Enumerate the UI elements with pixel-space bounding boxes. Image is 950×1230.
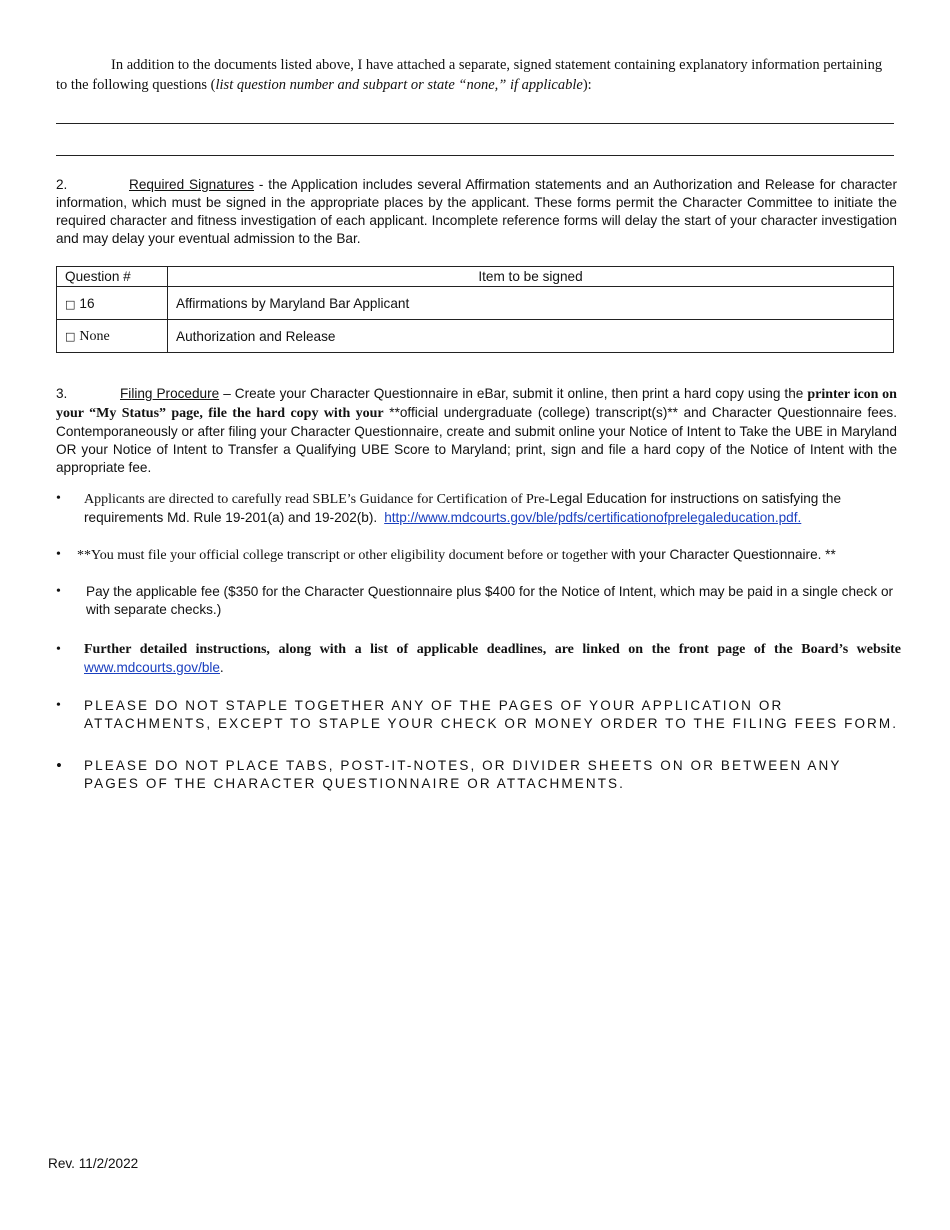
bullet-icon: • bbox=[56, 584, 61, 599]
section-heading: Filing Procedure bbox=[120, 386, 220, 401]
section-2-required-signatures bbox=[56, 176, 897, 248]
section-bold-text: printer icon on your “My Status” page, file the hard copy with your bbox=[56, 387, 897, 421]
item-cell: Affirmations by Maryland Bar Applicant bbox=[168, 287, 894, 320]
section-heading: Required Signatures bbox=[129, 177, 255, 192]
column-header-question: Question # bbox=[57, 267, 168, 287]
list-item: • Applicants are directed to carefully read SBLE’s Guidance for Certification of Pre-Legal Education for instructions on satisfying the requirements Md. Rule 19-201(a) and 19-202(b). http://www.mdcourts.gov/ble/pdfs/certificationofprelegaleducation.pdf. bbox=[56, 491, 842, 525]
list-item: • PLEASE DO NOT STAPLE TOGETHER ANY OF THE PAGES OF YOUR APPLICATION OR ATTACHMENTS, EXCEPT TO STAPLE YOUR CHECK OR MONEY ORDER TO THE FILING FEES FORM. bbox=[56, 698, 899, 731]
list-item: • Further detailed instructions, along with a list of applicable deadlines, are linked on the front page of the Board’s website www.mdcourts.gov/ble. bbox=[56, 642, 901, 676]
checkbox-icon[interactable]: □ bbox=[65, 329, 76, 343]
bullet-icon: • bbox=[56, 642, 61, 657]
signature-table bbox=[56, 266, 894, 353]
bullet-icon: • bbox=[56, 698, 61, 713]
list-item: • **You must file your official college transcript or other eligibility document before or together with your Character Questionnaire. ** bbox=[56, 547, 836, 563]
bullet-icon: • bbox=[56, 756, 62, 775]
item-cell: Authorization and Release bbox=[168, 320, 894, 353]
section-number: 2. bbox=[56, 177, 68, 192]
column-header-item: Item to be signed bbox=[168, 267, 894, 287]
intro-instruction-italic: list question number and subpart or state “none,” if applicable bbox=[215, 77, 583, 93]
prelegal-guidance-link[interactable]: http://www.mdcourts.gov/ble/pdfs/certificationofprelegaleducation.pdf. bbox=[384, 510, 802, 525]
board-website-link[interactable]: www.mdcourts.gov/ble bbox=[84, 660, 220, 675]
section-number: 3. bbox=[56, 386, 68, 401]
section-body: - the Application includes several Affirmation statements and an Authorization and Release for character information, which must be signed in the appropriate places by the applicant. These forms permit the Character Committee to initiate the required character and fitness investigation of each applicant. Incomplete reference forms will delay the start of your character investigation and may delay your eventual admission to the Bar. bbox=[56, 177, 897, 246]
answer-line-2[interactable] bbox=[56, 155, 894, 156]
section-3-filing-procedure: 3. Filing Procedure – Create your Character Questionnaire in eBar, submit it online, then print a hard copy using the printer icon on your “My Status” page, file the hard copy with your **official undergraduate (college) transcript(s)** and Character Questionnaire fees. Contemporaneously or after filing your Character Questionnaire, create and submit online your Notice of Intent to Take the UBE in Maryland OR your Notice of Intent to Transfer a Qualifying UBE Score to Maryland; print, sign and file a hard copy of the Notice of Intent with the appropriate fee. bbox=[56, 386, 898, 475]
list-item: • PLEASE DO NOT PLACE TABS, POST-IT-NOTES, OR DIVIDER SHEETS ON OR BETWEEN ANY PAGES OF THE CHARACTER QUESTIONNAIRE OR ATTACHMENTS. bbox=[56, 756, 842, 791]
answer-line-1[interactable] bbox=[56, 123, 894, 124]
table-row bbox=[57, 320, 894, 353]
checkbox-icon[interactable]: □ bbox=[65, 297, 76, 311]
bullet-icon: • bbox=[56, 547, 61, 562]
bullet-icon: • bbox=[56, 491, 61, 506]
revision-date: Rev. 11/2/2022 bbox=[48, 1156, 139, 1171]
question-cell: □ None bbox=[57, 320, 168, 353]
table-row bbox=[57, 287, 894, 320]
intro-paragraph: In addition to the documents listed above, I have attached a separate, signed statement containing explanatory information pertaining to the following questions (list question number and subpart or state “none,” if applicable): bbox=[56, 57, 883, 93]
table-header-row bbox=[57, 267, 894, 287]
list-item: • Pay the applicable fee ($350 for the Character Questionnaire plus $400 for the Notice of Intent, which may be paid in a single check or with separate checks.) bbox=[56, 584, 894, 617]
question-cell: □ 16 bbox=[57, 287, 168, 320]
